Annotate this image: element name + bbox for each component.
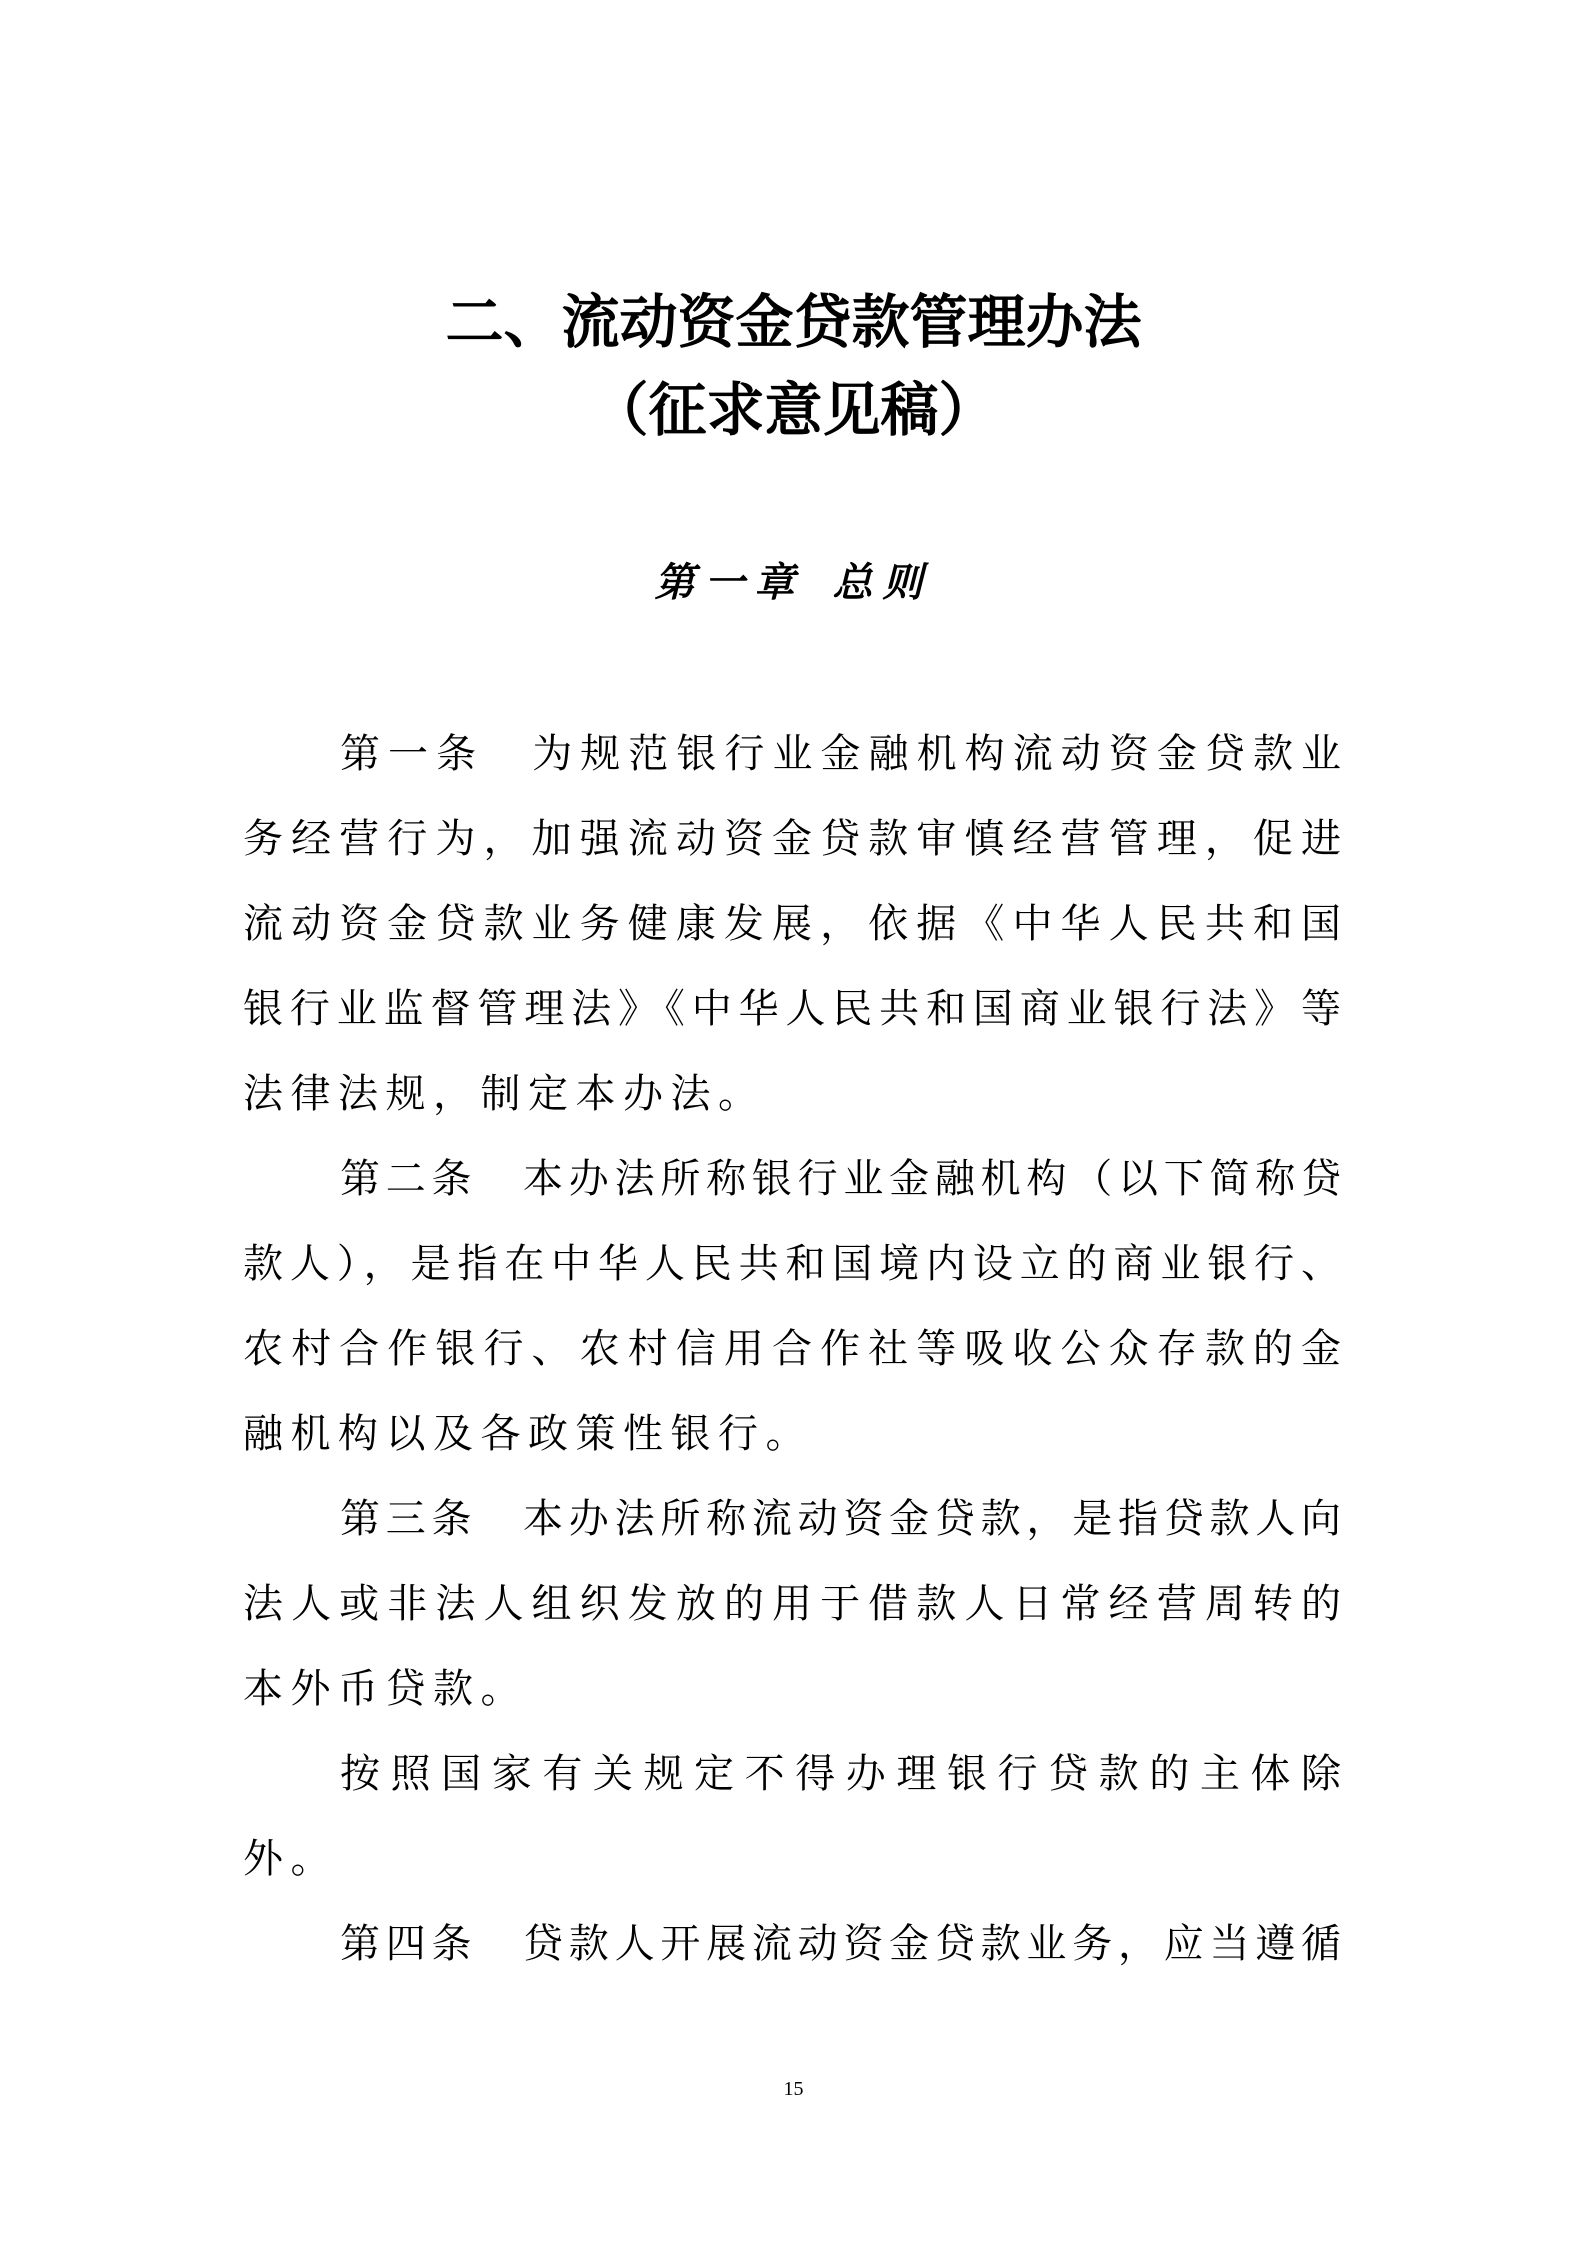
text-line: 务经营行为，加强流动资金贷款审慎经营管理，促进 — [243, 816, 1341, 862]
text-line: 外。 — [243, 1836, 338, 1882]
chapter-name: 总则 — [832, 559, 933, 606]
chapter-number: 第一章 — [654, 559, 805, 606]
text-line: 款人），是指在中华人民共和国境内设立的商业银行、 — [243, 1241, 1341, 1287]
text-line: 融机构以及各政策性银行。 — [243, 1411, 813, 1457]
document-body — [243, 712, 1341, 1987]
text-line: 第三条 本办法所称流动资金贷款，是指贷款人向 — [340, 1496, 1341, 1542]
text-line: 第二条 本办法所称银行业金融机构（以下简称贷 — [340, 1156, 1341, 1202]
text-line: 银行业监督管理法》《中华人民共和国商业银行法》等 — [243, 986, 1341, 1032]
text-line: 农村合作银行、农村信用合作社等吸收公众存款的金 — [243, 1326, 1341, 1372]
text-line: 第一条 为规范银行业金融机构流动资金贷款业 — [340, 731, 1341, 777]
text-line: 按照国家有关规定不得办理银行贷款的主体除 — [340, 1751, 1341, 1797]
document-title: 二、流动资金贷款管理办法 — [445, 288, 1142, 356]
document-subtitle: （征求意见稿） — [590, 376, 997, 444]
text-line: 本外币贷款。 — [243, 1666, 528, 1712]
chapter-heading — [0, 560, 1587, 606]
text-line: 流动资金贷款业务健康发展，依据《中华人民共和国 — [243, 901, 1341, 947]
text-line: 法人或非法人组织发放的用于借款人日常经营周转的 — [243, 1581, 1341, 1627]
text-line: 第四条 贷款人开展流动资金贷款业务，应当遵循 — [340, 1921, 1341, 1967]
page-number: 15 — [783, 2078, 804, 2100]
text-line: 法律法规，制定本办法。 — [243, 1071, 766, 1117]
